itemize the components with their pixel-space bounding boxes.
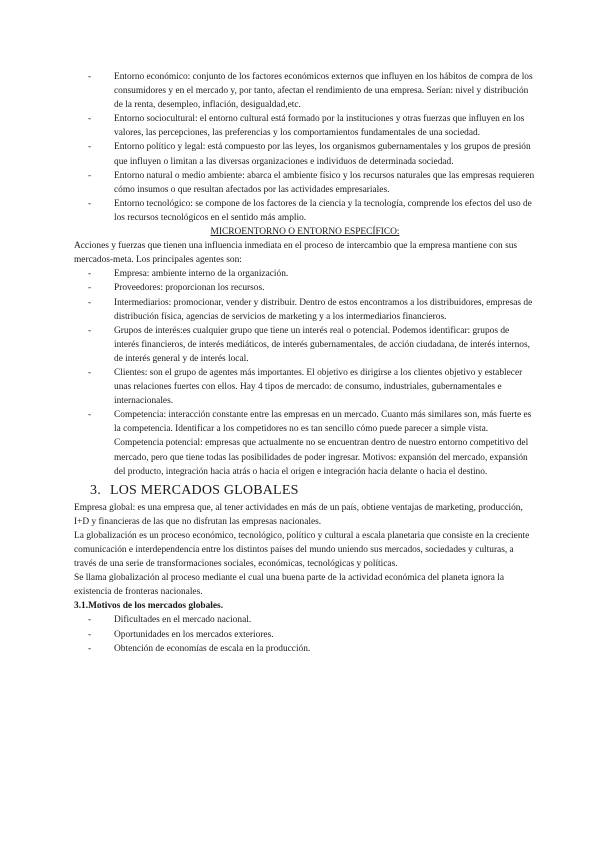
list-item: - Competencia: interacción constante entre las empresas en un mercado. Cuanto más similares son, más fuerte es la competencia. Identificar a los competidores no es tan sencillo cómo puede parecer a simple vista. [74, 408, 536, 436]
list-item: - Entorno natural o medio ambiente: abarca el ambiente físico y los recursos naturales que las empresas requieren cómo insumos o que resultan afectados por las actividades empresariales. [74, 169, 536, 197]
entorno-list [74, 70, 536, 225]
list-item: - Entorno tecnológico: se compone de los factores de la ciencia y la tecnología, comprende los efectos del uso de los recursos tecnológicos en el sentido más amplio. [74, 197, 536, 225]
list-item: - Intermediarios: promocionar, vender y distribuir. Dentro de estos encontramos a los distribuidores, empresas de distribución física, agencias de servicios de marketing y a los intermediarios financieros. [74, 296, 536, 324]
list-item: - Entorno político y legal: está compuesto por las leyes, los organismos gubernamentales y los grupos de presión que influyen o limitan a las diversas organizaciones e individuos de determinada sociedad. [74, 140, 536, 168]
section-heading [90, 481, 536, 501]
microentorno-list [74, 267, 536, 436]
list-item: - Obtención de economías de escala en la producción. [74, 642, 536, 656]
competencia-potencial: Competencia potencial: empresas que actualmente no se encuentran dentro de nuestro entorno competitivo del mercado, pero que tiene todas las posibilidades de poder ingresar. Motivos: expansión del mercado, expansión del producto, integración hacia atrás o hacia el origen e integración hacia delante o hacia el destino. [114, 438, 529, 477]
list-item: - Grupos de interés:es cualquier grupo que tiene un interés real o potencial. Podemos identificar: grupos de interés financieros, de interés mediáticos, de interés gubernamentales, de acción ciudadana, de interés internos, de interés general y de interés local. [74, 324, 536, 366]
document-page [74, 70, 536, 656]
section-number: 3. [90, 482, 101, 498]
list-item: - Oportunidades en los mercados exteriores. [74, 628, 536, 642]
list-item: - Entorno económico: conjunto de los factores económicos externos que influyen en los hábitos de compra de los consumidores y en el mercado y, por tanto, afectan el rendimiento de una empresa. Serían: nivel y distribución de la renta, desempleo, inflación, desigualdad,etc. [74, 70, 536, 112]
section-title: LOS MERCADOS GLOBALES [110, 482, 299, 498]
list-item: - Empresa: ambiente interno de la organización. [74, 267, 536, 281]
paragraph: La globalización es un proceso económico, tecnológico, político y cultural a escala planetaria que consiste en la creciente comunicación e interdependencia entre los distintos países del mundo uniendo sus mercados, sociedades y culturas, a través de una serie de transformaciones sociales, económicas, tecnológicas y políticas. [74, 530, 530, 570]
list-item: - Entorno sociocultural: el entorno cultural está formado por la instituciones y otras fuerzas que influyen en los valores, las percepciones, las preferencias y los comportamientos fundamentales de una sociedad. [74, 112, 536, 140]
list-item: - Proveedores: proporcionan los recursos. [74, 281, 536, 295]
microentorno-intro: Acciones y fuerzas que tienen una influencia inmediata en el proceso de intercambio que la empresa mantiene con sus mercados-meta. Los principales agentes son: [74, 241, 518, 266]
subsection-heading: 3.1.Motivos de los mercados globales. [74, 601, 224, 612]
paragraph: Se llama globalización al proceso mediante el cual una buena parte de la actividad económica del planeta ignora la existencia de fronteras nacionales. [74, 573, 505, 598]
paragraph: Empresa global: es una empresa que, al tener actividades en más de un país, obtiene ventajas de marketing, producción, I+D y financieras de las que no disfrutan las empresas nacionales. [74, 502, 523, 527]
microentorno-heading: MICROENTORNO O ENTORNO ESPECÍFICO: [210, 227, 400, 238]
list-item: - Dificultades en el mercado nacional. [74, 613, 536, 627]
motivos-list [74, 613, 536, 655]
list-item: - Clientes: son el grupo de agentes más importantes. El objetivo es dirigirse a los clientes objetivo y establecer unas relaciones fuertes con ellos. Hay 4 tipos de mercado: de consumo, industriales, gubernamentales e internacionales. [74, 366, 536, 408]
